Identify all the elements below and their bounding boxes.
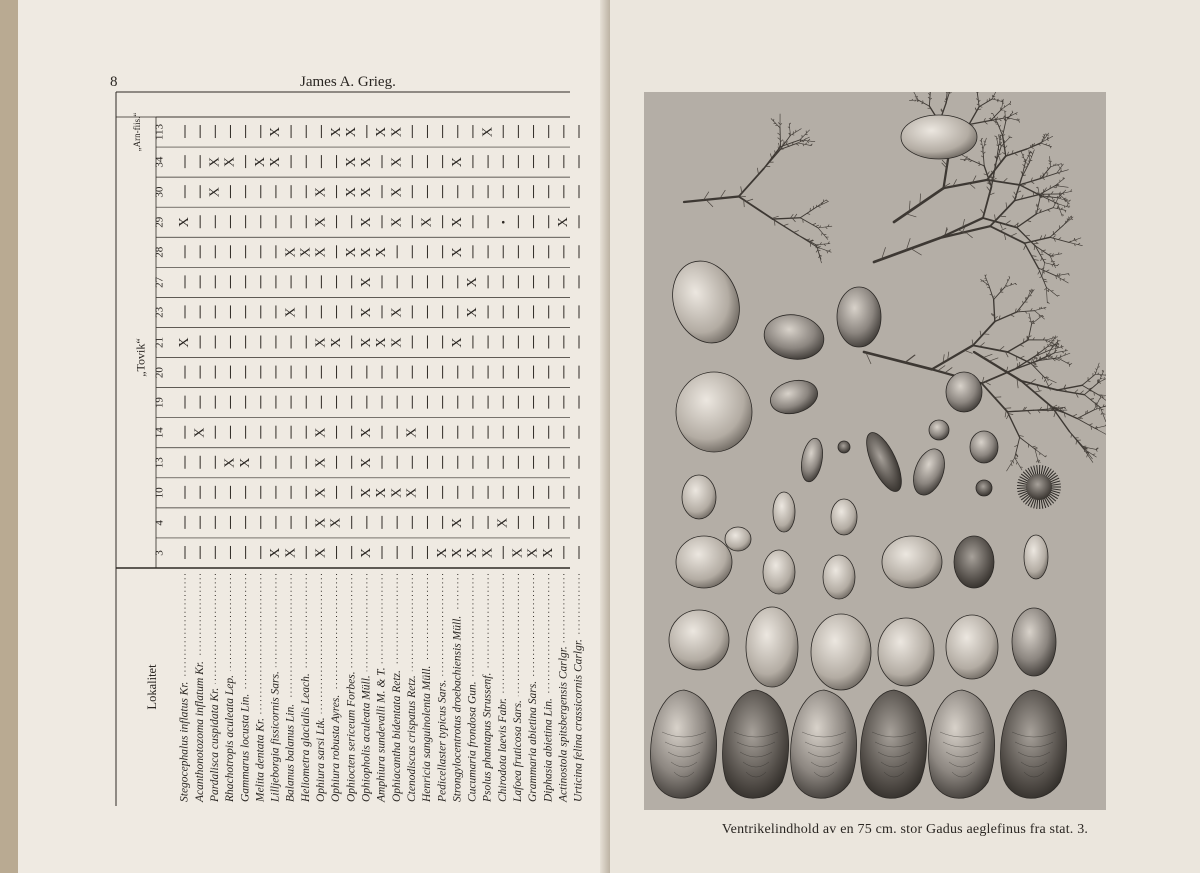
presence-mark: X <box>389 187 405 198</box>
species-name: Heliometra glacialis Leach. <box>299 673 312 802</box>
presence-mark: X <box>298 247 314 258</box>
presence-mark: X <box>434 547 450 559</box>
stone <box>901 115 977 159</box>
presence-mark: X <box>268 547 284 559</box>
presence-mark: X <box>313 217 329 228</box>
species-name: Pedicellaster typicus Sars. <box>436 679 449 802</box>
species-name: Lafoea fruticosa Sars. <box>512 700 525 802</box>
coral-fragment <box>669 610 729 670</box>
left-page <box>18 0 608 873</box>
sponge-fragment <box>662 252 751 353</box>
presence-mark: X <box>389 337 405 348</box>
presence-mark: X <box>359 487 375 498</box>
presence-mark: X <box>328 126 344 138</box>
page-number: 8 <box>110 74 118 90</box>
presence-mark: X <box>283 247 299 258</box>
book-edge <box>0 0 18 873</box>
species-name: Strongylocentrotus droebachiensis Müll. <box>451 615 464 802</box>
presence-mark: X <box>419 217 435 228</box>
presence-mark: X <box>374 487 390 498</box>
presence-mark: X <box>510 547 526 559</box>
presence-mark: X <box>343 247 359 258</box>
station-label: 30 <box>153 186 166 198</box>
species-name: Balanus balanus Lin. <box>284 703 297 802</box>
presence-mark: X <box>359 187 375 198</box>
presence-mark: X <box>389 126 405 138</box>
presence-mark: X <box>343 126 359 138</box>
station-label: 27 <box>153 276 166 288</box>
species-name: Actinostola spitsbergensis Carlgr. <box>557 646 570 802</box>
gastropod-shell <box>976 480 992 496</box>
presence-mark: X <box>359 247 375 258</box>
presence-mark: X <box>328 517 344 528</box>
presence-mark: X <box>359 157 375 168</box>
presence-mark: X <box>449 547 465 559</box>
presence-mark: X <box>359 457 375 468</box>
presence-mark: X <box>495 517 511 528</box>
presence-mark: X <box>556 217 572 228</box>
presence-mark: X <box>283 307 299 318</box>
presence-mark: X <box>283 547 299 559</box>
presence-mark: X <box>268 126 284 138</box>
uncertain-mark <box>502 221 505 224</box>
mussel-shell <box>723 690 789 798</box>
species-name: Ophiura sarsi Ltk. <box>315 717 328 802</box>
species-name: Chirodota laevis Fabr. <box>496 697 509 802</box>
species-name: Pardalisca cuspidata Kr. <box>208 687 221 802</box>
presence-mark: X <box>359 217 375 228</box>
species-name: Rhachotropis aculeata Lep. <box>224 674 237 802</box>
bivalve-shell <box>811 614 871 690</box>
presence-mark: X <box>389 487 405 498</box>
presence-mark: X <box>313 487 329 498</box>
coral-fragment <box>763 550 795 594</box>
presence-mark: X <box>359 427 375 438</box>
bryozoan-fragment <box>761 310 828 364</box>
station-label: 21 <box>153 337 166 348</box>
stomach-contents-photo <box>644 92 1106 810</box>
station-label: 29 <box>153 216 166 228</box>
species-name: Acanthonotozoma inflatum Kr. <box>193 661 206 802</box>
coral-fragment <box>767 375 822 418</box>
species-name: Grammaria abietina Sars. <box>527 680 540 802</box>
presence-mark: X <box>374 337 390 348</box>
station-label: 14 <box>153 427 166 439</box>
presence-mark: X <box>540 547 556 559</box>
species-name: Henricia sanguinolenta Müll. <box>421 665 434 802</box>
presence-mark: X <box>268 157 284 168</box>
species-name: Diphasia abietina Lin. <box>542 698 555 802</box>
presence-mark: X <box>359 277 375 288</box>
species-name: Ophiopholis aculeata Müll. <box>360 675 373 802</box>
presence-mark: X <box>359 547 375 559</box>
species-name: Ctenodiscus crispatus Retz. <box>405 675 418 802</box>
presence-mark: X <box>404 487 420 498</box>
presence-mark: X <box>449 247 465 258</box>
presence-mark: X <box>313 427 329 438</box>
station-label: 20 <box>153 367 166 379</box>
presence-mark: X <box>252 157 268 168</box>
presence-mark: X <box>343 187 359 198</box>
species-name: Psolus phantapus Strussenf. <box>481 672 494 802</box>
gastropod-shell <box>838 441 850 453</box>
presence-mark: X <box>207 157 223 168</box>
presence-mark: X <box>222 157 238 168</box>
gastropod-shell <box>908 445 951 500</box>
species-name: Ophiura robusta Ayres. <box>330 694 343 802</box>
presence-mark: X <box>449 217 465 228</box>
presence-mark: X <box>389 157 405 168</box>
presence-mark: X <box>449 337 465 348</box>
presence-mark: X <box>449 517 465 528</box>
presence-mark: X <box>465 547 481 559</box>
presence-mark: X <box>177 217 193 228</box>
presence-mark: X <box>404 427 420 438</box>
presence-mark: X <box>313 337 329 348</box>
species-name: Gammarus locusta Lin. <box>239 693 252 802</box>
species-name: Cucumaria frondosa Gun. <box>466 681 479 802</box>
bivalve-shell <box>946 615 998 679</box>
sea-urchin <box>1017 465 1061 509</box>
species-name: Lilljeborgia fissicornis Sars. <box>269 671 282 802</box>
mussel-shell <box>791 690 857 798</box>
station-label: 19 <box>153 397 166 409</box>
presence-mark: X <box>207 187 223 198</box>
coral-fragment <box>823 555 855 599</box>
presence-mark: X <box>192 427 208 438</box>
presence-mark: X <box>328 337 344 348</box>
station-label: 4 <box>153 520 166 526</box>
station-label: 113 <box>153 123 166 141</box>
plate-caption: Ventrikelindhold av en 75 cm. stor Gadus aeglefinus fra stat. 3. <box>721 822 1089 837</box>
species-name: Ophiocten sericeum Forbes. <box>345 671 358 802</box>
presence-mark: X <box>374 247 390 258</box>
gastropod-shell <box>970 431 998 463</box>
presence-mark: X <box>465 277 481 288</box>
ascidian <box>1024 535 1048 579</box>
coral-fragment <box>682 475 716 519</box>
presence-mark: X <box>313 547 329 559</box>
station-label: 23 <box>153 306 166 318</box>
station-label: 3 <box>153 550 166 556</box>
species-name: Melita dentata Kr. <box>254 717 267 802</box>
presence-mark: X <box>222 457 238 468</box>
sea-anemone <box>946 372 982 412</box>
species-name: Ophiacantha bidentata Retz. <box>390 670 403 802</box>
mussel-shell <box>1001 690 1067 798</box>
presence-mark: X <box>359 307 375 318</box>
presence-mark: X <box>389 217 405 228</box>
presence-mark: X <box>449 157 465 168</box>
coral-fragment <box>676 536 732 588</box>
bivalve-shell <box>878 618 934 686</box>
presence-mark: X <box>313 457 329 468</box>
bivalve-shell <box>1012 608 1056 676</box>
ascidian <box>954 536 994 588</box>
presence-mark: X <box>313 517 329 528</box>
bryozoan-fragment <box>837 287 881 347</box>
species-name: Stegocephalus inflatus Kr. <box>178 681 191 802</box>
presence-mark: X <box>389 307 405 318</box>
gastropod-shell <box>831 499 857 535</box>
presence-mark: X <box>374 126 390 138</box>
presence-mark: X <box>237 457 253 468</box>
sponge-fragment <box>676 372 752 452</box>
photo-plate <box>644 92 1106 810</box>
presence-mark: X <box>480 547 496 559</box>
mussel-shell <box>929 690 995 798</box>
coral-fragment <box>882 536 942 588</box>
group-label-tovik: „Tovik“ <box>133 338 148 377</box>
mussel-shell <box>651 690 717 798</box>
presence-mark: X <box>343 157 359 168</box>
locality-header: Lokalitet <box>144 664 159 710</box>
presence-mark: X <box>465 307 481 318</box>
gastropod-shell <box>929 420 949 440</box>
station-label: 28 <box>153 246 166 258</box>
gastropod-shell <box>798 437 825 484</box>
station-label: 34 <box>153 156 166 168</box>
mussel-shell <box>861 690 927 798</box>
presence-mark: X <box>480 126 496 138</box>
gastropod-shell <box>773 492 795 532</box>
worm-tube <box>860 428 909 496</box>
running-title: James A. Grieg. <box>300 74 396 90</box>
group-label-arnfiis: „Arn-fiis.“ <box>132 112 143 152</box>
presence-mark: X <box>313 247 329 258</box>
hydroid-colony <box>684 92 1082 304</box>
species-name: Urticina felina crassicornis Carlgr. <box>572 639 585 802</box>
coral-fragment <box>725 527 751 551</box>
station-label: 13 <box>153 457 166 469</box>
presence-mark: X <box>525 547 541 559</box>
station-label: 10 <box>153 487 166 499</box>
species-name: Amphiura sundevalli M. & T. <box>375 667 388 802</box>
presence-mark: X <box>177 337 193 348</box>
presence-mark: X <box>359 337 375 348</box>
coral-fragment <box>746 607 798 687</box>
right-page <box>610 0 1200 873</box>
species-station-table <box>18 0 608 873</box>
presence-mark: X <box>313 187 329 198</box>
